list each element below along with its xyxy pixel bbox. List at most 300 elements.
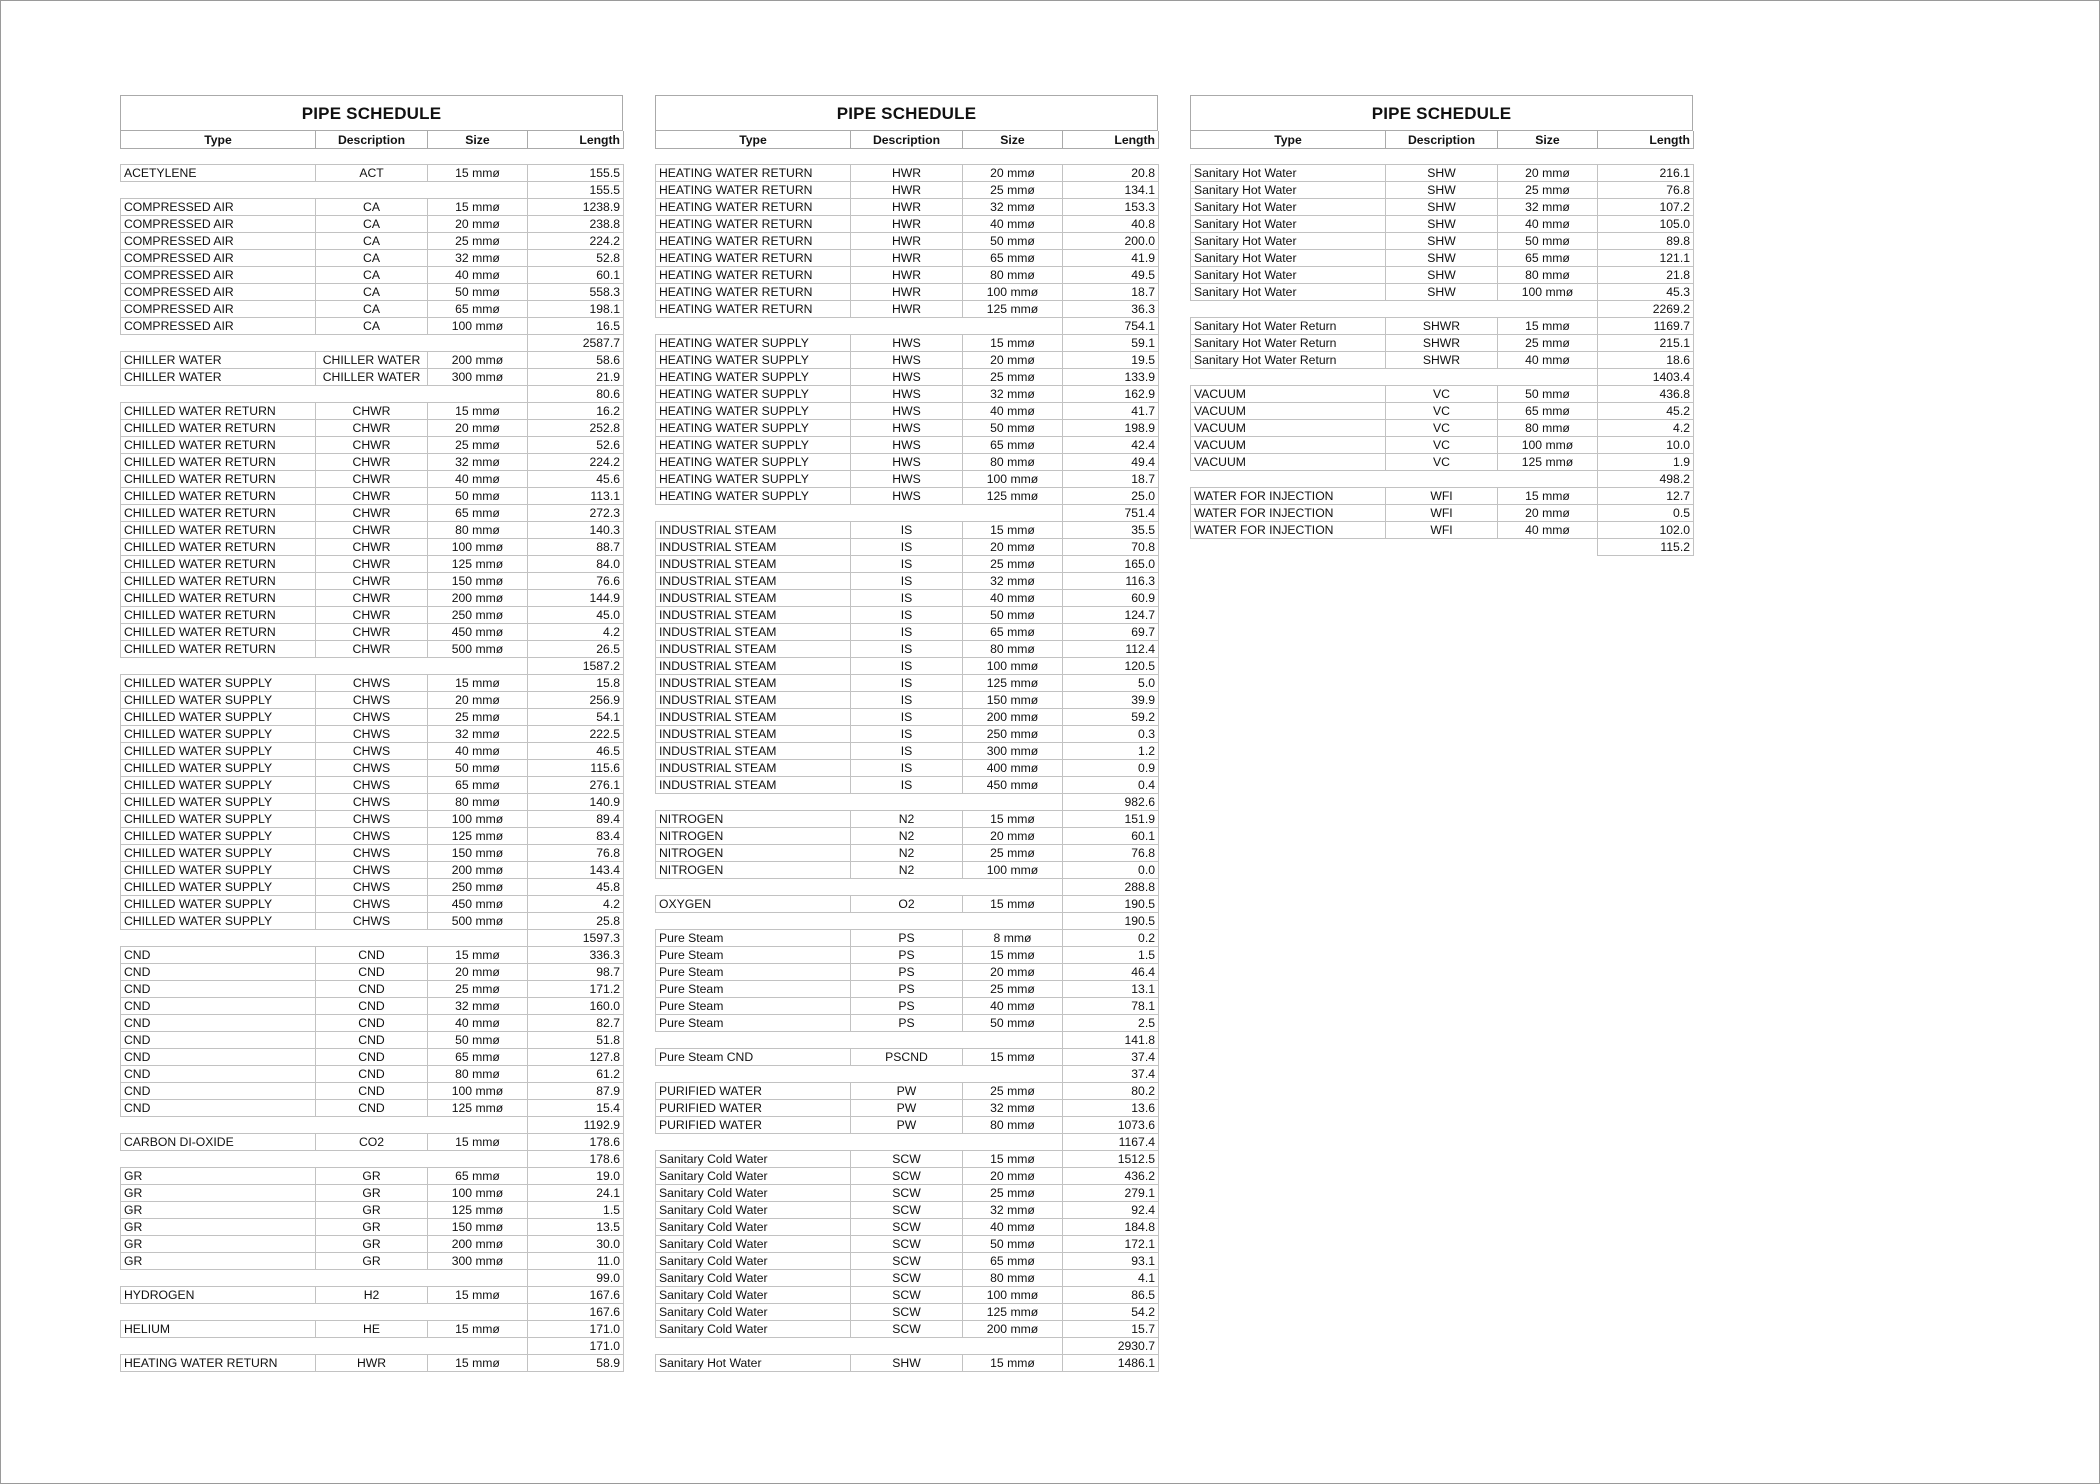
- subtotal-row: [121, 1338, 624, 1355]
- cell-description: CHWS: [316, 879, 428, 896]
- table-row: [121, 811, 624, 828]
- subtotal-length: 1167.4: [1063, 1134, 1159, 1151]
- subtotal-length: 99.0: [528, 1270, 624, 1287]
- cell-length: 0.0: [1063, 862, 1159, 879]
- cell-description: PS: [851, 964, 963, 981]
- cell-description: CHWS: [316, 811, 428, 828]
- cell-length: 4.2: [528, 896, 624, 913]
- table-row: [656, 675, 1159, 692]
- cell-size: 15 mmø: [963, 896, 1063, 913]
- cell-type: CHILLED WATER SUPPLY: [121, 845, 316, 862]
- cell-description: HWR: [851, 250, 963, 267]
- table-row: [121, 165, 624, 182]
- cell-type: NITROGEN: [656, 845, 851, 862]
- cell-size: 100 mmø: [963, 284, 1063, 301]
- cell-description: VC: [1386, 454, 1498, 471]
- cell-size: 100 mmø: [963, 1287, 1063, 1304]
- cell-type: Sanitary Cold Water: [656, 1219, 851, 1236]
- cell-description: CA: [316, 301, 428, 318]
- cell-length: 1238.9: [528, 199, 624, 216]
- table-row: [656, 743, 1159, 760]
- cell-size: 450 mmø: [963, 777, 1063, 794]
- cell-description: CA: [316, 318, 428, 335]
- cell-length: 80.2: [1063, 1083, 1159, 1100]
- table-row: [656, 862, 1159, 879]
- cell-description: CHWR: [316, 556, 428, 573]
- table-row: [121, 437, 624, 454]
- cell-length: 46.4: [1063, 964, 1159, 981]
- cell-length: 1512.5: [1063, 1151, 1159, 1168]
- cell-length: 51.8: [528, 1032, 624, 1049]
- cell-type: GR: [121, 1219, 316, 1236]
- cell-length: 171.0: [528, 1321, 624, 1338]
- cell-type: HEATING WATER SUPPLY: [656, 386, 851, 403]
- subtotal-blank: [656, 1032, 1063, 1049]
- cell-size: 125 mmø: [963, 1304, 1063, 1321]
- table-row: [121, 845, 624, 862]
- cell-type: INDUSTRIAL STEAM: [656, 777, 851, 794]
- cell-description: SCW: [851, 1185, 963, 1202]
- cell-type: Sanitary Hot Water: [1191, 182, 1386, 199]
- cell-length: 52.6: [528, 437, 624, 454]
- cell-length: 0.2: [1063, 930, 1159, 947]
- cell-size: 125 mmø: [428, 828, 528, 845]
- cell-type: CHILLED WATER RETURN: [121, 539, 316, 556]
- cell-length: 10.0: [1598, 437, 1694, 454]
- table-row: [656, 811, 1159, 828]
- cell-description: H2: [316, 1287, 428, 1304]
- cell-size: 80 mmø: [1498, 420, 1598, 437]
- cell-type: INDUSTRIAL STEAM: [656, 658, 851, 675]
- cell-length: 162.9: [1063, 386, 1159, 403]
- cell-description: SCW: [851, 1287, 963, 1304]
- cell-type: INDUSTRIAL STEAM: [656, 641, 851, 658]
- table-row: [121, 624, 624, 641]
- cell-size: 20 mmø: [1498, 505, 1598, 522]
- cell-length: 41.7: [1063, 403, 1159, 420]
- spacer-cell: [656, 149, 1159, 165]
- table-row: [656, 998, 1159, 1015]
- header-size: Size: [1498, 131, 1598, 149]
- cell-length: 82.7: [528, 1015, 624, 1032]
- table-row: [656, 1202, 1159, 1219]
- cell-size: 150 mmø: [428, 573, 528, 590]
- table-row: [656, 964, 1159, 981]
- cell-description: SCW: [851, 1236, 963, 1253]
- table-row: [656, 301, 1159, 318]
- cell-type: CND: [121, 998, 316, 1015]
- table-row: [656, 199, 1159, 216]
- cell-size: 15 mmø: [428, 675, 528, 692]
- table-row: [121, 454, 624, 471]
- cell-size: 32 mmø: [428, 454, 528, 471]
- cell-length: 60.1: [1063, 828, 1159, 845]
- cell-size: 25 mmø: [1498, 335, 1598, 352]
- cell-description: HWS: [851, 488, 963, 505]
- cell-length: 61.2: [528, 1066, 624, 1083]
- subtotal-blank: [121, 182, 528, 199]
- cell-description: WFI: [1386, 488, 1498, 505]
- cell-description: SCW: [851, 1321, 963, 1338]
- cell-length: 76.8: [1063, 845, 1159, 862]
- cell-description: N2: [851, 828, 963, 845]
- subtotal-blank: [656, 1066, 1063, 1083]
- cell-size: 20 mmø: [963, 828, 1063, 845]
- subtotal-blank: [121, 386, 528, 403]
- table-row: [1191, 352, 1694, 369]
- table-row: [656, 250, 1159, 267]
- cell-length: 112.4: [1063, 641, 1159, 658]
- cell-description: HWR: [851, 199, 963, 216]
- cell-description: CHWR: [316, 488, 428, 505]
- cell-description: HWS: [851, 403, 963, 420]
- cell-length: 151.9: [1063, 811, 1159, 828]
- cell-length: 4.1: [1063, 1270, 1159, 1287]
- cell-description: HWR: [316, 1355, 428, 1372]
- cell-length: 1.5: [1063, 947, 1159, 964]
- cell-length: 45.8: [528, 879, 624, 896]
- table-row: [1191, 454, 1694, 471]
- cell-description: N2: [851, 862, 963, 879]
- cell-length: 436.8: [1598, 386, 1694, 403]
- cell-type: CHILLED WATER RETURN: [121, 403, 316, 420]
- cell-type: HYDROGEN: [121, 1287, 316, 1304]
- cell-type: HEATING WATER RETURN: [656, 216, 851, 233]
- cell-description: CHWR: [316, 522, 428, 539]
- cell-length: 558.3: [528, 284, 624, 301]
- cell-size: 500 mmø: [428, 641, 528, 658]
- table-row: [121, 250, 624, 267]
- cell-type: CND: [121, 947, 316, 964]
- subtotal-length: 1403.4: [1598, 369, 1694, 386]
- cell-length: 144.9: [528, 590, 624, 607]
- cell-size: 32 mmø: [963, 199, 1063, 216]
- pipe-schedule-2: [655, 95, 1158, 1372]
- cell-type: HEATING WATER RETURN: [656, 165, 851, 182]
- table-row: [1191, 403, 1694, 420]
- cell-length: 35.5: [1063, 522, 1159, 539]
- cell-description: PS: [851, 930, 963, 947]
- cell-type: CHILLED WATER SUPPLY: [121, 726, 316, 743]
- subtotal-length: 2269.2: [1598, 301, 1694, 318]
- cell-length: 160.0: [528, 998, 624, 1015]
- table-row: [656, 947, 1159, 964]
- subtotal-row: [121, 182, 624, 199]
- cell-size: 15 mmø: [963, 947, 1063, 964]
- table-row: [656, 233, 1159, 250]
- cell-length: 1.2: [1063, 743, 1159, 760]
- table-row: [121, 641, 624, 658]
- cell-length: 12.7: [1598, 488, 1694, 505]
- table-row: [121, 1287, 624, 1304]
- cell-type: VACUUM: [1191, 403, 1386, 420]
- cell-description: CND: [316, 1083, 428, 1100]
- cell-size: 50 mmø: [963, 1015, 1063, 1032]
- cell-type: VACUUM: [1191, 386, 1386, 403]
- cell-description: PSCND: [851, 1049, 963, 1066]
- table-row: [121, 522, 624, 539]
- header-row: [656, 131, 1159, 149]
- cell-description: SHW: [1386, 165, 1498, 182]
- subtotal-length: 288.8: [1063, 879, 1159, 896]
- cell-size: 20 mmø: [963, 352, 1063, 369]
- cell-size: 65 mmø: [1498, 250, 1598, 267]
- cell-description: CHWS: [316, 675, 428, 692]
- table-row: [121, 1168, 624, 1185]
- cell-size: 65 mmø: [1498, 403, 1598, 420]
- table-row: [656, 284, 1159, 301]
- cell-description: IS: [851, 590, 963, 607]
- cell-size: 200 mmø: [428, 1236, 528, 1253]
- cell-description: CHWS: [316, 743, 428, 760]
- cell-length: 279.1: [1063, 1185, 1159, 1202]
- cell-length: 127.8: [528, 1049, 624, 1066]
- cell-size: 65 mmø: [963, 250, 1063, 267]
- spacer-row: [1191, 149, 1694, 165]
- cell-description: SHW: [1386, 250, 1498, 267]
- cell-size: 125 mmø: [963, 488, 1063, 505]
- cell-size: 20 mmø: [428, 420, 528, 437]
- cell-length: 69.7: [1063, 624, 1159, 641]
- cell-description: CHWS: [316, 709, 428, 726]
- subtotal-blank: [121, 335, 528, 352]
- cell-size: 15 mmø: [963, 522, 1063, 539]
- table-row: [656, 539, 1159, 556]
- subtotal-row: [1191, 369, 1694, 386]
- cell-length: 4.2: [1598, 420, 1694, 437]
- cell-type: Sanitary Hot Water: [1191, 284, 1386, 301]
- cell-description: WFI: [1386, 505, 1498, 522]
- cell-size: 25 mmø: [428, 981, 528, 998]
- cell-description: CHWS: [316, 692, 428, 709]
- table-row: [656, 1304, 1159, 1321]
- cell-description: SCW: [851, 1219, 963, 1236]
- cell-length: 13.1: [1063, 981, 1159, 998]
- cell-length: 89.4: [528, 811, 624, 828]
- table-row: [1191, 233, 1694, 250]
- subtotal-blank: [121, 1270, 528, 1287]
- table-row: [656, 352, 1159, 369]
- table-row: [656, 267, 1159, 284]
- table-row: [1191, 386, 1694, 403]
- cell-type: VACUUM: [1191, 437, 1386, 454]
- cell-type: COMPRESSED AIR: [121, 250, 316, 267]
- cell-size: 150 mmø: [963, 692, 1063, 709]
- cell-type: WATER FOR INJECTION: [1191, 488, 1386, 505]
- cell-type: CHILLED WATER RETURN: [121, 471, 316, 488]
- cell-length: 134.1: [1063, 182, 1159, 199]
- cell-type: Pure Steam: [656, 947, 851, 964]
- cell-type: Sanitary Hot Water Return: [1191, 335, 1386, 352]
- cell-type: Sanitary Hot Water: [1191, 250, 1386, 267]
- cell-size: 15 mmø: [428, 947, 528, 964]
- cell-description: IS: [851, 522, 963, 539]
- cell-type: Pure Steam: [656, 998, 851, 1015]
- table-row: [656, 896, 1159, 913]
- table-row: [121, 675, 624, 692]
- cell-size: 150 mmø: [428, 845, 528, 862]
- table-row: [121, 1321, 624, 1338]
- cell-description: SHWR: [1386, 352, 1498, 369]
- cell-length: 167.6: [528, 1287, 624, 1304]
- subtotal-length: 167.6: [528, 1304, 624, 1321]
- cell-description: HWR: [851, 301, 963, 318]
- subtotal-blank: [656, 1338, 1063, 1355]
- subtotal-length: 190.5: [1063, 913, 1159, 930]
- table-row: [656, 1015, 1159, 1032]
- cell-length: 165.0: [1063, 556, 1159, 573]
- subtotal-blank: [1191, 369, 1598, 386]
- cell-size: 125 mmø: [428, 1100, 528, 1117]
- cell-length: 336.3: [528, 947, 624, 964]
- cell-size: 80 mmø: [963, 1270, 1063, 1287]
- cell-description: IS: [851, 743, 963, 760]
- cell-description: HWS: [851, 369, 963, 386]
- cell-length: 78.1: [1063, 998, 1159, 1015]
- table-row: [656, 828, 1159, 845]
- cell-size: 20 mmø: [963, 964, 1063, 981]
- cell-description: GR: [316, 1185, 428, 1202]
- cell-size: 250 mmø: [963, 726, 1063, 743]
- cell-size: 32 mmø: [963, 573, 1063, 590]
- cell-type: CND: [121, 1015, 316, 1032]
- cell-length: 40.8: [1063, 216, 1159, 233]
- schedule-body: [121, 149, 624, 1372]
- table-row: [121, 607, 624, 624]
- cell-description: PS: [851, 1015, 963, 1032]
- cell-length: 18.7: [1063, 284, 1159, 301]
- cell-length: 215.1: [1598, 335, 1694, 352]
- subtotal-length: 498.2: [1598, 471, 1694, 488]
- cell-type: HEATING WATER SUPPLY: [656, 335, 851, 352]
- subtotal-row: [121, 1151, 624, 1168]
- cell-length: 21.9: [528, 369, 624, 386]
- cell-description: SHW: [1386, 199, 1498, 216]
- table-row: [121, 556, 624, 573]
- cell-description: IS: [851, 675, 963, 692]
- subtotal-length: 141.8: [1063, 1032, 1159, 1049]
- cell-description: CHWR: [316, 641, 428, 658]
- cell-type: Sanitary Hot Water: [1191, 199, 1386, 216]
- cell-size: 40 mmø: [963, 590, 1063, 607]
- cell-description: CND: [316, 1015, 428, 1032]
- cell-description: O2: [851, 896, 963, 913]
- table-row: [1191, 199, 1694, 216]
- table-row: [121, 913, 624, 930]
- cell-type: COMPRESSED AIR: [121, 267, 316, 284]
- schedule-title: PIPE SCHEDULE: [120, 95, 623, 131]
- cell-size: 200 mmø: [963, 1321, 1063, 1338]
- cell-size: 32 mmø: [428, 726, 528, 743]
- cell-description: SHWR: [1386, 318, 1498, 335]
- cell-type: Sanitary Cold Water: [656, 1151, 851, 1168]
- cell-description: SCW: [851, 1253, 963, 1270]
- subtotal-length: 1597.3: [528, 930, 624, 947]
- table-row: [121, 199, 624, 216]
- cell-length: 89.8: [1598, 233, 1694, 250]
- cell-size: 50 mmø: [963, 233, 1063, 250]
- spacer-row: [656, 149, 1159, 165]
- subtotal-length: 2587.7: [528, 335, 624, 352]
- cell-description: HWR: [851, 182, 963, 199]
- cell-type: COMPRESSED AIR: [121, 233, 316, 250]
- cell-description: IS: [851, 539, 963, 556]
- cell-type: CHILLED WATER RETURN: [121, 488, 316, 505]
- cell-type: NITROGEN: [656, 828, 851, 845]
- cell-size: 40 mmø: [963, 216, 1063, 233]
- cell-type: OXYGEN: [656, 896, 851, 913]
- cell-length: 60.1: [528, 267, 624, 284]
- cell-description: CHWS: [316, 862, 428, 879]
- cell-description: SHW: [851, 1355, 963, 1372]
- table-row: [656, 522, 1159, 539]
- header-description: Description: [316, 131, 428, 149]
- table-row: [121, 726, 624, 743]
- cell-length: 155.5: [528, 165, 624, 182]
- cell-length: 4.2: [528, 624, 624, 641]
- cell-length: 120.5: [1063, 658, 1159, 675]
- subtotal-row: [1191, 301, 1694, 318]
- cell-type: CHILLED WATER SUPPLY: [121, 828, 316, 845]
- table-row: [656, 1236, 1159, 1253]
- cell-type: GR: [121, 1253, 316, 1270]
- cell-type: CHILLED WATER RETURN: [121, 437, 316, 454]
- cell-size: 150 mmø: [428, 1219, 528, 1236]
- cell-length: 37.4: [1063, 1049, 1159, 1066]
- cell-length: 70.8: [1063, 539, 1159, 556]
- table-row: [656, 1287, 1159, 1304]
- subtotal-blank: [121, 1117, 528, 1134]
- cell-description: CND: [316, 1032, 428, 1049]
- subtotal-row: [121, 1304, 624, 1321]
- cell-type: Sanitary Cold Water: [656, 1202, 851, 1219]
- table-row: [656, 403, 1159, 420]
- cell-description: PS: [851, 998, 963, 1015]
- cell-description: SHW: [1386, 284, 1498, 301]
- cell-description: CND: [316, 1049, 428, 1066]
- cell-length: 18.6: [1598, 352, 1694, 369]
- table-row: [121, 1015, 624, 1032]
- cell-length: 115.6: [528, 760, 624, 777]
- table-row: [1191, 437, 1694, 454]
- cell-length: 30.0: [528, 1236, 624, 1253]
- cell-description: SCW: [851, 1270, 963, 1287]
- header-type: Type: [121, 131, 316, 149]
- cell-size: 50 mmø: [963, 420, 1063, 437]
- cell-type: WATER FOR INJECTION: [1191, 505, 1386, 522]
- cell-size: 50 mmø: [428, 488, 528, 505]
- subtotal-row: [656, 879, 1159, 896]
- cell-description: PS: [851, 981, 963, 998]
- cell-size: 125 mmø: [963, 301, 1063, 318]
- subtotal-row: [121, 386, 624, 403]
- cell-description: CA: [316, 216, 428, 233]
- subtotal-row: [121, 1270, 624, 1287]
- table-row: [656, 777, 1159, 794]
- cell-size: 25 mmø: [963, 556, 1063, 573]
- cell-size: 50 mmø: [428, 760, 528, 777]
- cell-description: HWS: [851, 386, 963, 403]
- table-row: [656, 1049, 1159, 1066]
- cell-description: VC: [1386, 403, 1498, 420]
- table-row: [1191, 165, 1694, 182]
- cell-type: Sanitary Cold Water: [656, 1304, 851, 1321]
- cell-length: 216.1: [1598, 165, 1694, 182]
- cell-description: PW: [851, 1117, 963, 1134]
- cell-type: Sanitary Hot Water: [656, 1355, 851, 1372]
- cell-description: IS: [851, 692, 963, 709]
- cell-description: PS: [851, 947, 963, 964]
